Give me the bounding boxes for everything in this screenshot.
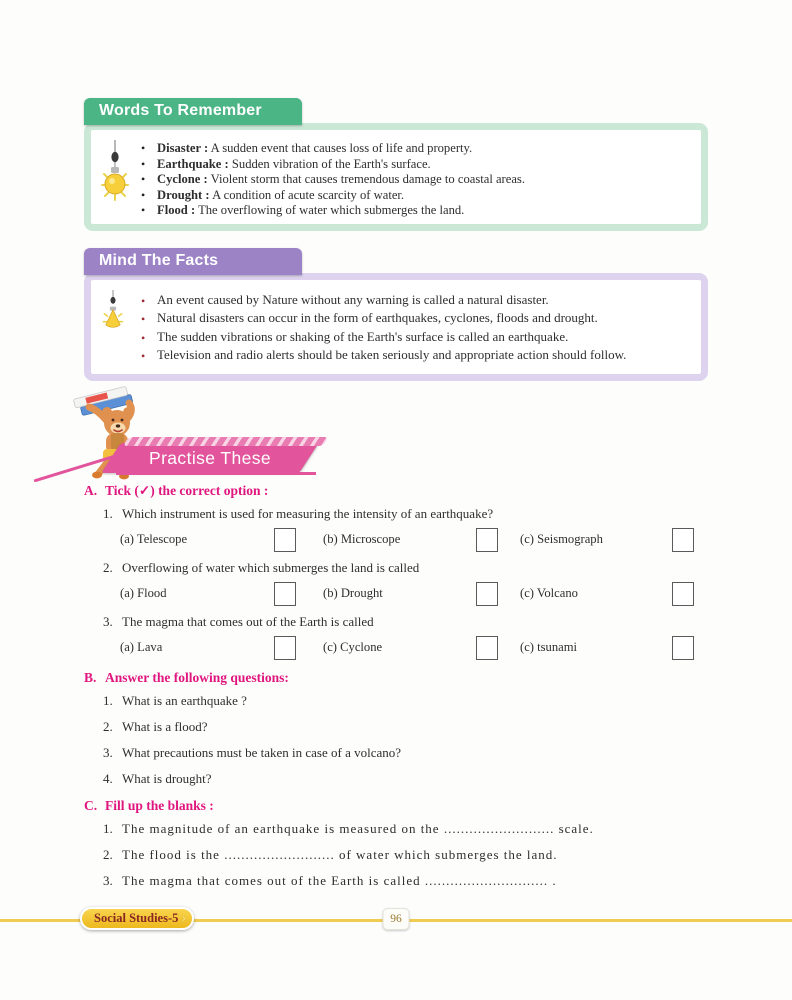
option-label: (c) Cyclone (323, 640, 383, 654)
question-text: The magma that comes out of the Earth is called (122, 614, 374, 629)
words-to-remember-section (84, 98, 708, 231)
practise-banner-block (84, 388, 708, 482)
definition-item (139, 157, 685, 173)
words-to-remember-header (84, 98, 302, 125)
fill-blank-text[interactable]: The magnitude of an earthquake is measured on the .......................... scale. (122, 821, 594, 836)
section-a-heading (84, 481, 708, 501)
page-number: 96 (390, 913, 402, 925)
term-definition: Sudden vibration of the Earth's surface. (231, 156, 431, 171)
question-a2 (84, 558, 708, 578)
question-number: 2. (103, 847, 113, 862)
question-b4 (84, 769, 708, 789)
chevron-right-icon: › (181, 910, 187, 926)
question-b2 (84, 717, 708, 737)
term-label: Disaster : (157, 141, 209, 155)
section-letter: C. (84, 798, 98, 813)
option-label: (b) Microscope (323, 532, 401, 546)
definition-item (139, 141, 685, 157)
option-label: (a) Lava (120, 640, 163, 654)
option-checkbox[interactable] (274, 528, 296, 552)
question-number: 2. (103, 719, 113, 734)
mind-the-facts-box (84, 273, 708, 381)
question-number: 2. (103, 560, 113, 575)
question-text: What is a flood? (122, 719, 208, 734)
option-label: (b) Drought (323, 586, 383, 600)
definition-item (139, 188, 685, 204)
term-definition: A condition of acute scarcity of water. (212, 187, 405, 202)
term-label: Earthquake : (157, 156, 229, 171)
question-text: Overflowing of water which submerges the land is called (122, 560, 420, 575)
fill-blank-text[interactable]: The flood is the .......................... of water which submerges the land. (122, 847, 558, 862)
fact-item: • An event caused by Nature without any warning is called a natural disaster. (139, 291, 685, 309)
question-text: What is an earthquake ? (122, 693, 247, 708)
term-definition: A sudden event that causes loss of life and property. (210, 141, 473, 155)
question-number: 1. (103, 506, 113, 521)
section-b-heading (84, 668, 708, 688)
banner-underline (116, 472, 316, 475)
question-text: What precautions must be taken in case of a volcano? (122, 745, 402, 760)
question-number: 3. (103, 614, 113, 629)
option-a2-c (520, 582, 708, 606)
fill-blank-text[interactable]: The magma that comes out of the Earth is called ............................. . (122, 873, 557, 888)
option-checkbox[interactable] (476, 528, 498, 552)
page-number-badge (383, 908, 410, 930)
words-to-remember-title: Words To Remember (99, 102, 262, 119)
option-checkbox[interactable] (274, 582, 296, 606)
fact-item: • Television and radio alerts should be taken seriously and appropriate action should follow. (139, 346, 685, 364)
question-c2 (84, 845, 708, 865)
words-to-remember-box (84, 123, 708, 231)
lightbulb-icon (100, 140, 130, 206)
section-title: Answer the following questions: (105, 670, 289, 685)
option-checkbox[interactable] (672, 582, 694, 606)
option-label: (a) Flood (120, 586, 167, 600)
question-a1 (84, 504, 708, 524)
term-definition: The overflowing of water which submerges the land. (198, 203, 465, 218)
exercises-section (84, 481, 708, 897)
fact-item: • The sudden vibrations or shaking of the Earth's surface is called an earthquake. (139, 328, 685, 346)
question-number: 4. (103, 771, 113, 786)
question-number: 3. (103, 745, 113, 760)
question-text: Which instrument is used for measuring the intensity of an earthquake? (122, 506, 494, 521)
lightbulb-icon (100, 290, 126, 336)
option-label: (c) Seismograph (520, 532, 603, 546)
option-a3-c (520, 636, 708, 660)
option-checkbox[interactable] (274, 636, 296, 660)
term-label: Cyclone : (157, 172, 208, 187)
option-checkbox[interactable] (476, 636, 498, 660)
option-a1-c (520, 528, 708, 552)
option-a3-b (323, 636, 520, 660)
term-definition: Violent storm that causes tremendous damage to coastal areas. (210, 172, 525, 187)
page-footer (0, 903, 792, 945)
book-title-pill (80, 907, 194, 930)
practise-these-title: Practise These (149, 448, 271, 468)
option-label: (a) Telescope (120, 532, 188, 546)
question-a3 (84, 612, 708, 632)
question-number: 1. (103, 693, 113, 708)
question-b3 (84, 743, 708, 763)
question-number: 3. (103, 873, 113, 888)
options-row-a3 (84, 634, 708, 661)
fact-item: • Natural disasters can occur in the form of earthquakes, cyclones, floods and drought. (139, 309, 685, 327)
question-c3 (84, 871, 708, 891)
mind-the-facts-header (84, 248, 302, 275)
section-c-heading (84, 796, 708, 816)
option-a2-a (120, 582, 323, 606)
option-checkbox[interactable] (476, 582, 498, 606)
question-c1 (84, 819, 708, 839)
question-number: 1. (103, 821, 113, 836)
term-label: Flood : (157, 203, 196, 218)
definition-item (139, 203, 685, 219)
options-row-a2 (84, 580, 708, 607)
option-label: (c) tsunami (520, 640, 578, 654)
question-b1 (84, 691, 708, 711)
practise-these-banner (101, 443, 318, 473)
section-title: Tick (✓) the correct option : (105, 483, 269, 498)
section-letter: B. (84, 670, 97, 685)
section-title: Fill up the blanks : (105, 798, 214, 813)
options-row-a1 (84, 526, 708, 553)
section-letter: A. (84, 483, 98, 498)
mind-the-facts-section (84, 248, 708, 381)
mind-the-facts-title: Mind The Facts (99, 252, 219, 269)
definition-item (139, 172, 685, 188)
option-a2-b (323, 582, 520, 606)
option-a1-a (120, 528, 323, 552)
term-label: Drought : (157, 187, 210, 202)
book-title: Social Studies-5 (94, 911, 179, 925)
option-label: (c) Volcano (520, 586, 578, 600)
option-a1-b (323, 528, 520, 552)
option-checkbox[interactable] (672, 636, 694, 660)
option-checkbox[interactable] (672, 528, 694, 552)
question-text: What is drought? (122, 771, 212, 786)
option-a3-a (120, 636, 323, 660)
